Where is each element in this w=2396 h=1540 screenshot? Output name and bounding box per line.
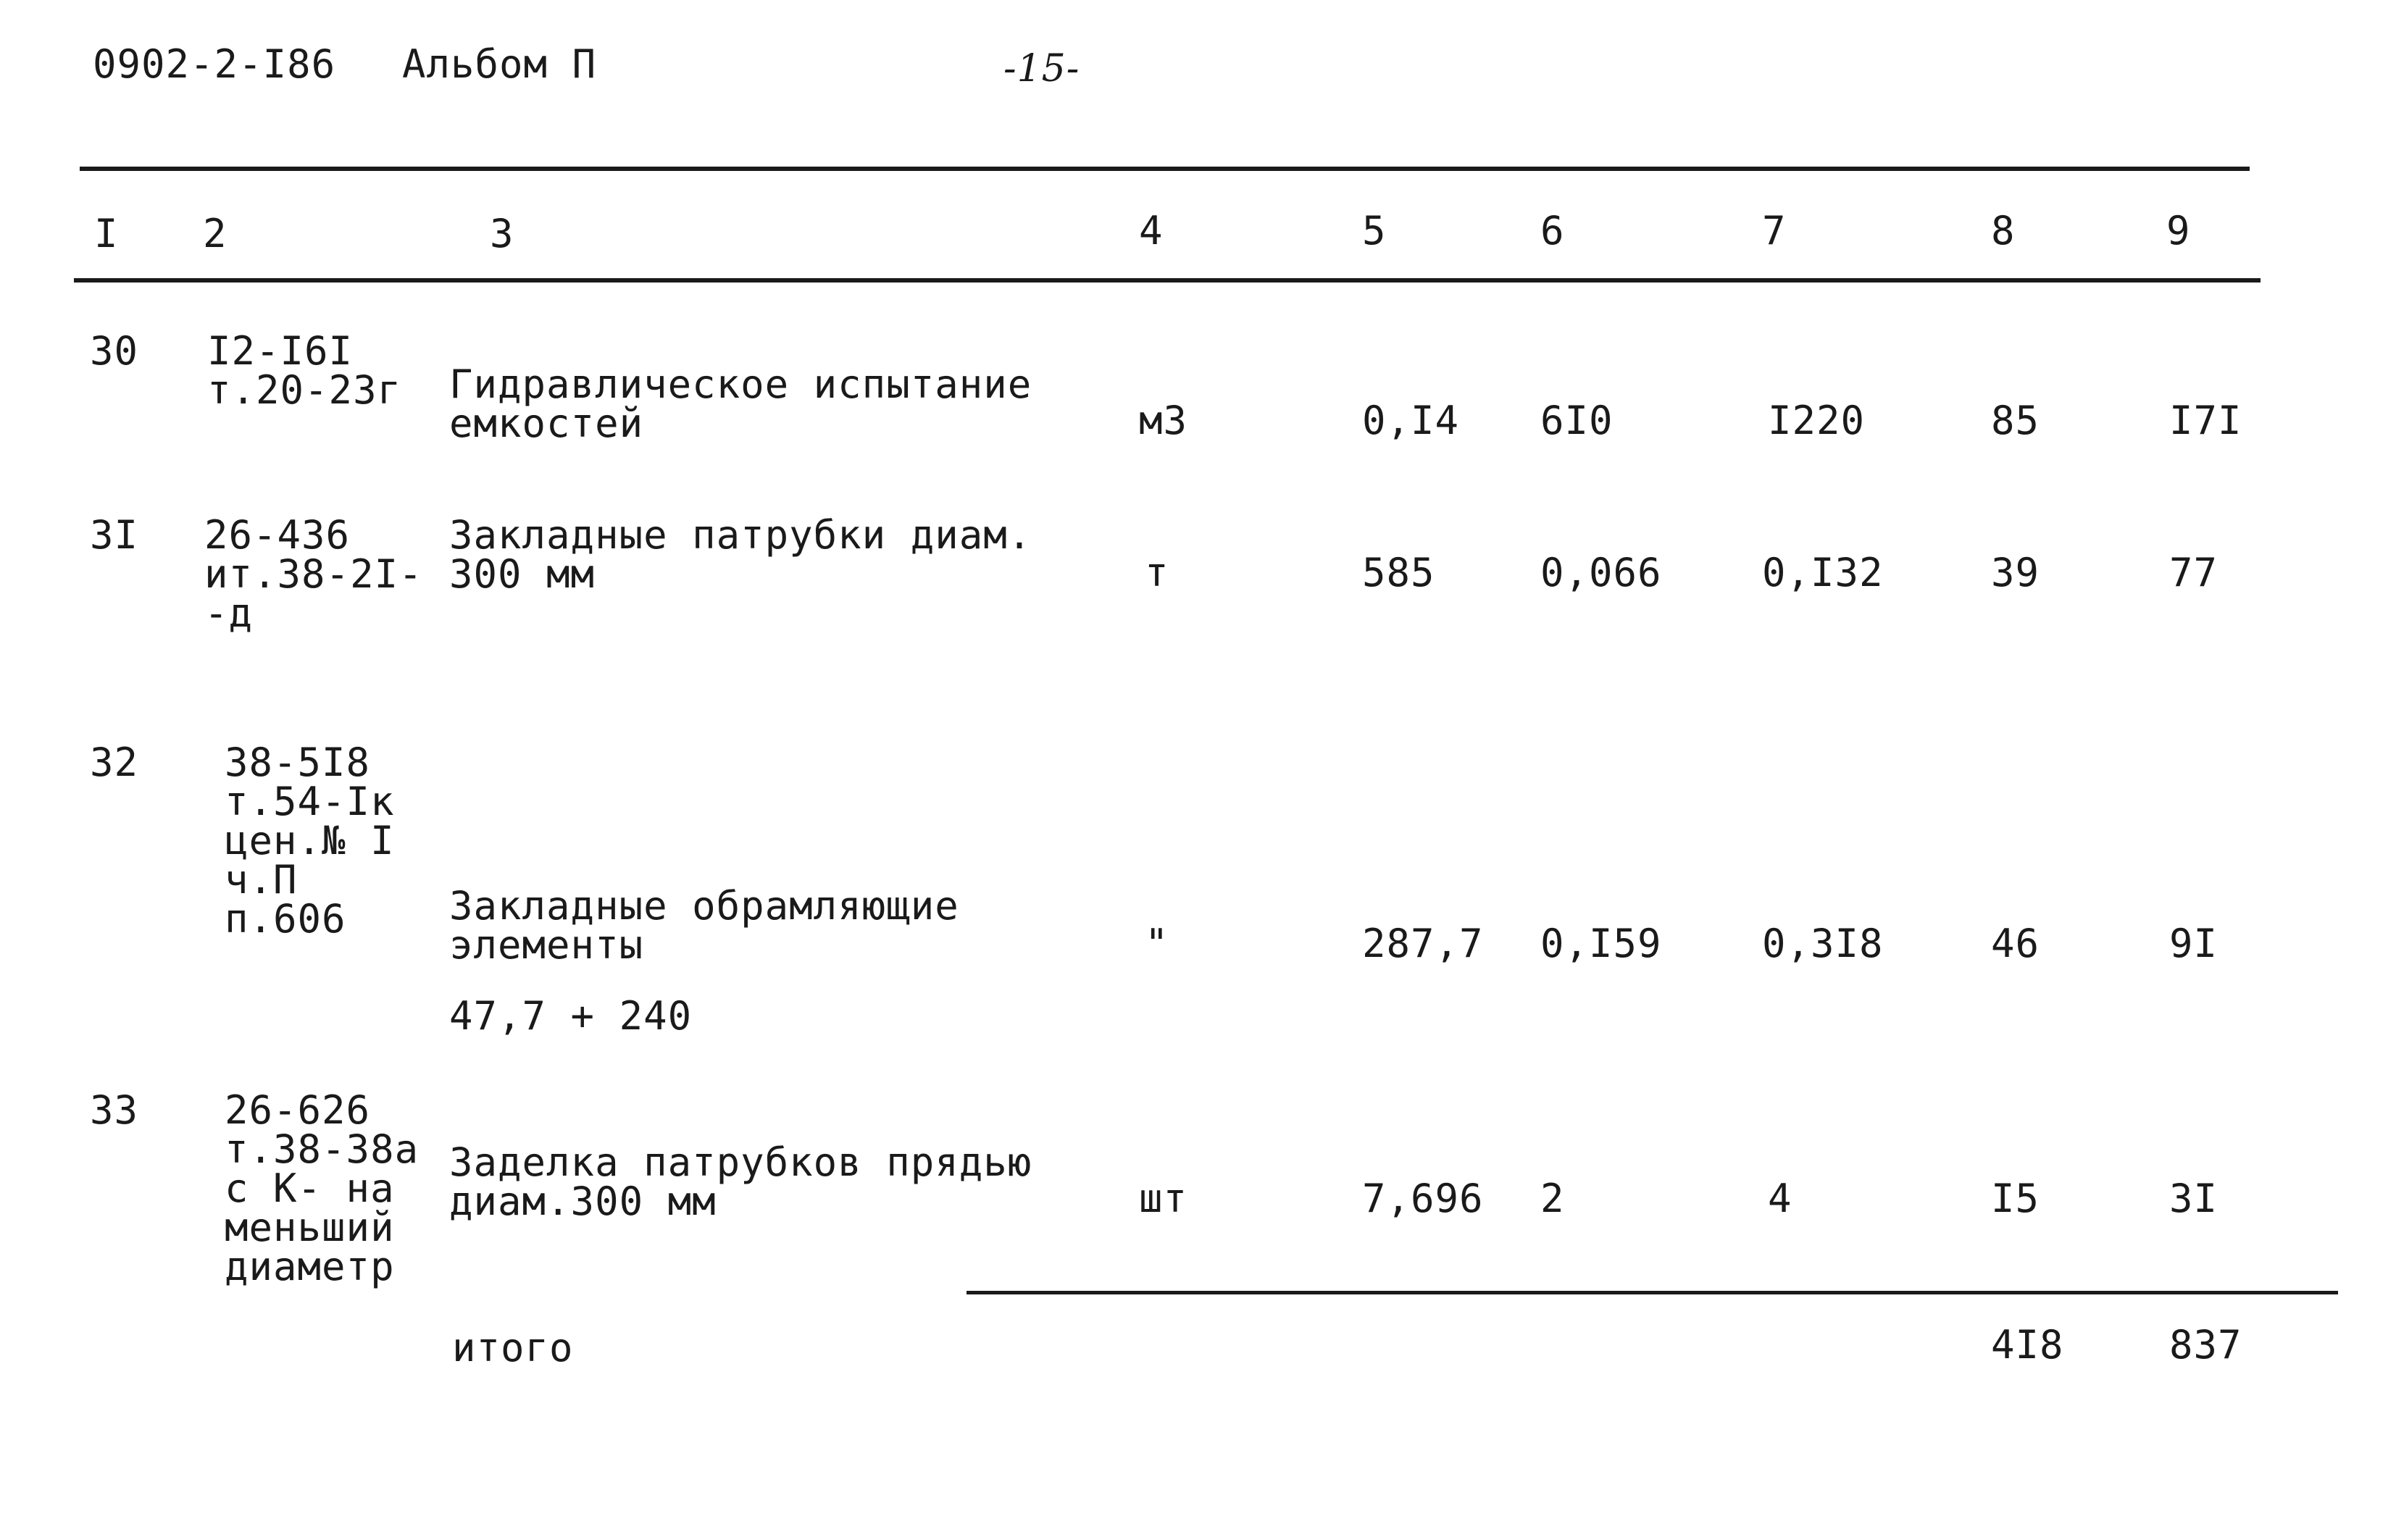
row-description [449, 512, 1032, 597]
row-unit: т [1145, 550, 1169, 595]
row-code-line: с К- на [225, 1166, 395, 1211]
row-col6: 0,066 [1540, 550, 1662, 595]
row-col7: 4 [1768, 1176, 1792, 1221]
row-code-line: п.606 [225, 896, 346, 942]
column-header-8: 8 [1991, 208, 2016, 254]
row-col5: 287,7 [1362, 921, 1484, 966]
row-col7: 0,I32 [1762, 550, 1884, 595]
row-col6: 0,I59 [1540, 921, 1662, 966]
row-code [204, 512, 423, 636]
row-code-line: меньший [225, 1205, 395, 1250]
row-col8: 46 [1991, 921, 2040, 966]
row-col5: 585 [1362, 550, 1435, 595]
row-code-line: 26-626 [225, 1087, 371, 1133]
row-col6: 2 [1540, 1176, 1565, 1221]
header-bottom-rule [74, 278, 2261, 283]
row-number: 30 [90, 328, 139, 374]
row-code [225, 740, 395, 942]
row-code-line: цен.№ I [225, 818, 395, 863]
row-code-line: ит.38-2I- [204, 551, 423, 597]
row-description [449, 883, 959, 968]
page-number: -15- [1003, 47, 1080, 91]
row-code-line: т.38-38а [225, 1126, 419, 1172]
album-label: Альбом П [402, 41, 597, 87]
row-unit: " [1145, 921, 1169, 966]
row-col9: 9I [2169, 921, 2218, 966]
total-col8: 4I8 [1991, 1322, 2064, 1368]
row-col9: 77 [2169, 550, 2218, 595]
row-description-line: элементы [449, 922, 644, 968]
row-number: 32 [90, 740, 139, 785]
row-col8: 39 [1991, 550, 2040, 595]
row-code-line: ч.П [225, 857, 298, 903]
table-top-rule [80, 167, 2250, 171]
row-code [225, 1087, 419, 1289]
row-col5: 0,I4 [1362, 398, 1460, 443]
row-code-line: -д [204, 590, 254, 636]
row-description [449, 1139, 1032, 1224]
column-header-4: 4 [1139, 208, 1164, 254]
row-description-line: Гидравлическое испытание [449, 361, 1032, 407]
row-col8: 85 [1991, 398, 2040, 443]
row-description-line: диам.300 мм [449, 1179, 717, 1224]
column-header-3: 3 [490, 211, 514, 256]
row-code-line: т.54-Iк [225, 779, 395, 824]
row-description [449, 361, 1032, 446]
row-col5: 7,696 [1362, 1176, 1484, 1221]
row-description-line: Закладные обрамляющие [449, 883, 959, 929]
total-label: итого [452, 1325, 574, 1370]
row-code-line: 38-5I8 [225, 740, 371, 785]
total-rule [967, 1291, 2338, 1294]
column-header-9: 9 [2166, 208, 2191, 254]
column-header-2: 2 [203, 211, 228, 256]
row-code-line: диаметр [225, 1244, 395, 1289]
column-header-5: 5 [1362, 208, 1387, 254]
row-col8: I5 [1991, 1176, 2040, 1221]
row-code-line: т.20-23г [207, 367, 402, 413]
row-col7: I220 [1768, 398, 1866, 443]
row-unit: м3 [1139, 398, 1188, 443]
row-code-line: I2-I6I [207, 328, 354, 374]
row-number: 33 [90, 1087, 139, 1133]
row-col7: 0,3I8 [1762, 921, 1884, 966]
row-code-line: 26-436 [204, 512, 351, 558]
row-description-line: Заделка патрубков прядью [449, 1139, 1032, 1185]
total-col9: 837 [2169, 1322, 2242, 1368]
row-code [207, 328, 402, 413]
row-description-line: емкостей [449, 401, 644, 446]
row-description-formula: 47,7 + 240 [449, 993, 693, 1039]
document-code: 0902-2-I86 [93, 41, 336, 87]
column-header-6: 6 [1540, 208, 1565, 254]
column-header-1: I [94, 211, 119, 256]
row-description-line: 300 мм [449, 551, 596, 597]
row-number: 3I [90, 512, 139, 558]
row-col6: 6I0 [1540, 398, 1614, 443]
column-header-7: 7 [1762, 208, 1787, 254]
row-col9: 3I [2169, 1176, 2218, 1221]
row-unit: шт [1139, 1176, 1188, 1221]
row-description-line: Закладные патрубки диам. [449, 512, 1032, 558]
row-col9: I7I [2169, 398, 2242, 443]
